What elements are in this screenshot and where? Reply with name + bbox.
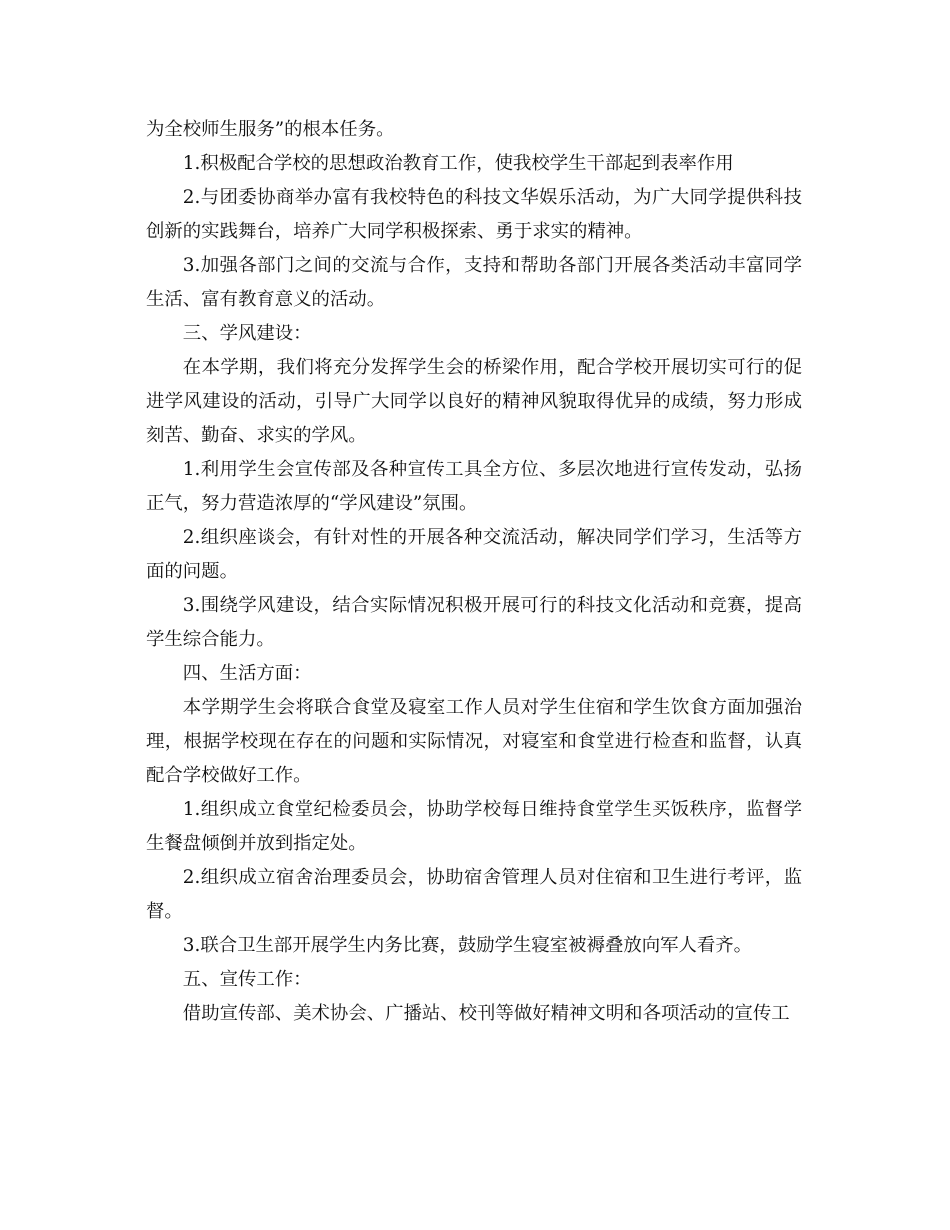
section-heading: 四、生活方面： [182,663,312,684]
list-item: 3.加强各部门之间的交流与合作，支持和帮助各部门开展各类活动丰富同学生活、富有教育意义的活动。 [146,255,802,310]
list-item: 2.组织成立宿舍治理委员会，协助宿舍管理人员对住宿和卫生进行考评，监督。 [146,867,802,922]
list-item: 1.组织成立食堂纪检委员会，协助学校每日维持食堂学生买饭秩序，监督学生餐盘倾倒并放到指定处。 [146,799,802,854]
list-item: 1.积极配合学校的思想政治教育工作，使我校学生干部起到表率作用 [182,153,734,174]
list-item: 3.联合卫生部开展学生内务比赛，鼓励学生寝室被褥叠放向军人看齐。 [182,935,753,956]
paragraph: 在本学期，我们将充分发挥学生会的桥梁作用，配合学校开展切实可行的促进学风建设的活动，引导广大同学以良好的精神风貌取得优异的成绩，努力形成刻苦、勤奋、求实的学风。 [146,357,802,446]
section-heading: 三、学风建设： [182,323,312,344]
list-item: 2.组织座谈会，有针对性的开展各种交流活动，解决同学们学习，生活等方面的问题。 [146,527,802,582]
section-heading: 五、宣传工作： [182,969,312,990]
list-item: 1.利用学生会宣传部及各种宣传工具全方位、多层次地进行宣传发动，弘扬正气，努力营造浓厚的“学风建设”氛围。 [146,459,802,514]
document-body [146,113,802,1031]
paragraph: 借助宣传部、美术协会、广播站、校刊等做好精神文明和各项活动的宣传工 [182,1003,790,1024]
paragraph: 本学期学生会将联合食堂及寝室工作人员对学生住宿和学生饮食方面加强治理，根据学校现在存在的问题和实际情况，对寝室和食堂进行检查和监督，认真配合学校做好工作。 [146,697,802,786]
list-item: 3.围绕学风建设，结合实际情况积极开展可行的科技文化活动和竞赛，提高学生综合能力。 [146,595,802,650]
paragraph: 为全校师生服务”的根本任务。 [146,119,395,140]
list-item: 2.与团委协商举办富有我校特色的科技文华娱乐活动，为广大同学提供科技创新的实践舞台，培养广大同学积极探索、勇于求实的精神。 [146,187,802,242]
